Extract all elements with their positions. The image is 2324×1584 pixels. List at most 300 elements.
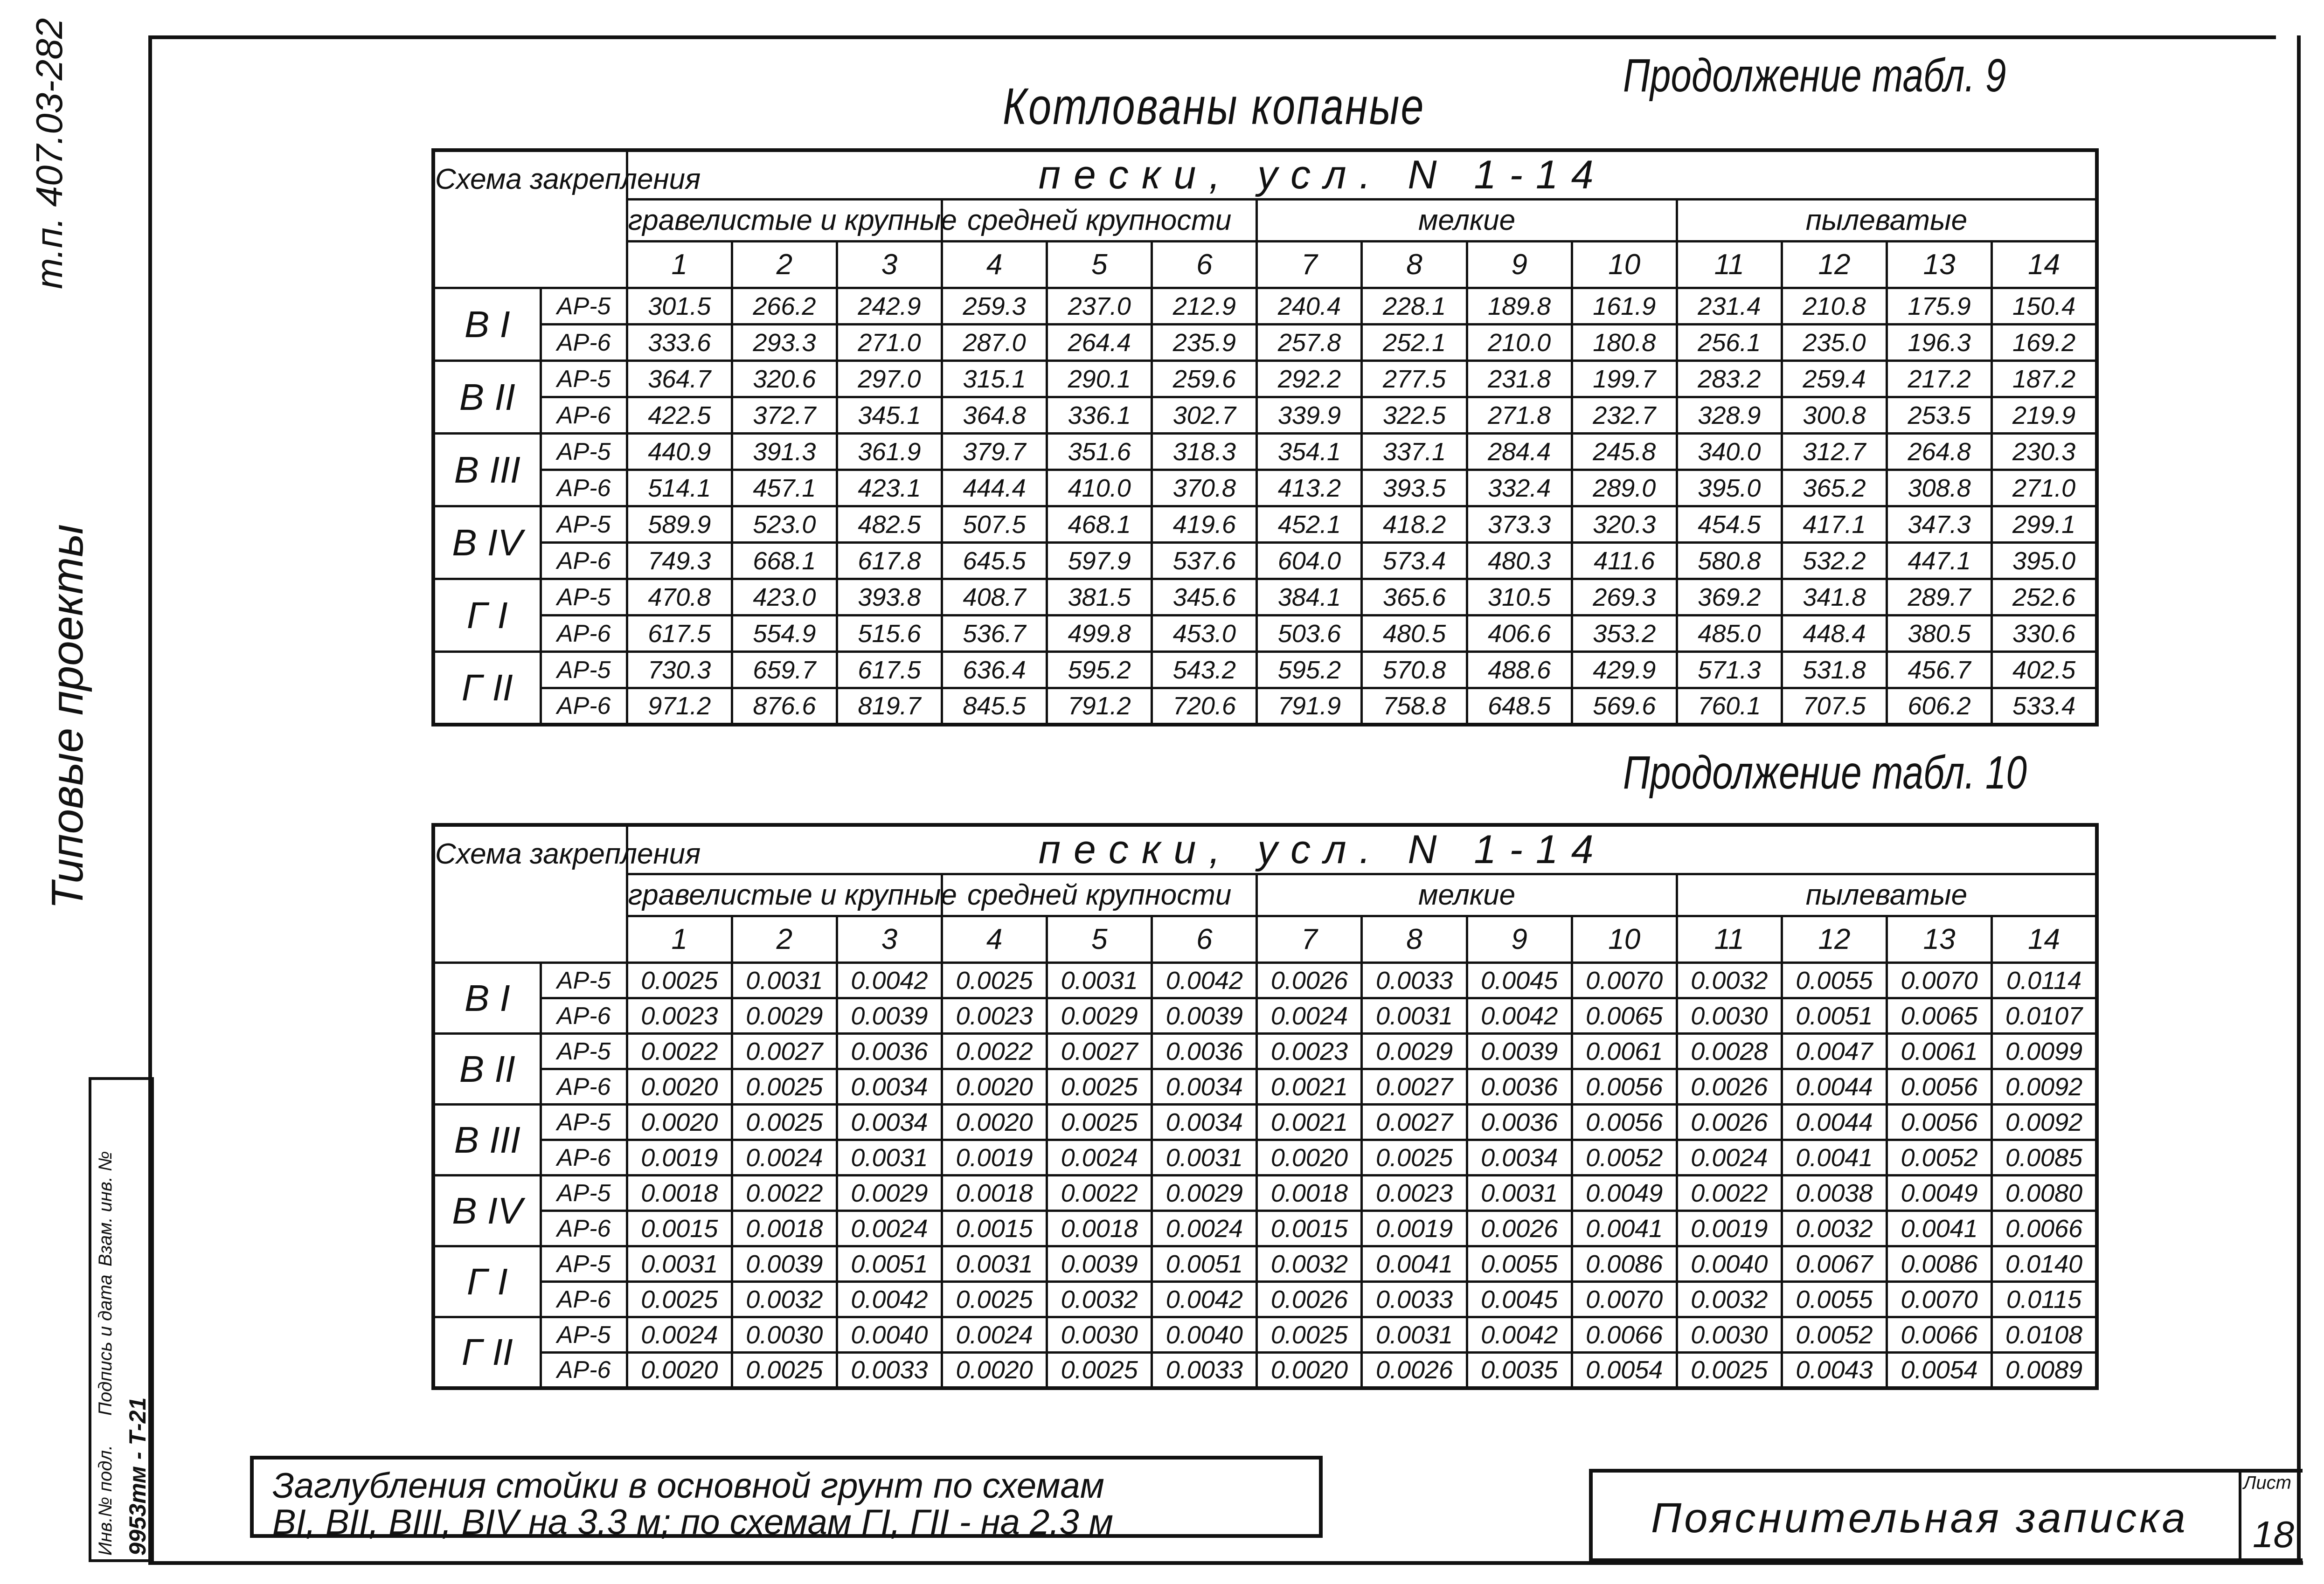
value-cell: 413.2 — [1257, 470, 1362, 506]
value-cell: 0.0031 — [1362, 998, 1467, 1034]
value-cell: 0.0029 — [1047, 998, 1152, 1034]
value-cell: 284.4 — [1467, 434, 1572, 470]
table-row — [433, 1034, 2097, 1069]
group-header: гравелистые и крупные — [627, 874, 942, 916]
value-cell: 235.9 — [1152, 325, 1257, 361]
value-cell: 554.9 — [732, 616, 837, 652]
value-cell: 569.6 — [1572, 688, 1677, 725]
value-cell: 0.0023 — [942, 998, 1047, 1034]
value-cell: 0.0041 — [1572, 1211, 1677, 1246]
anchor-type-label: AP-5 — [541, 1246, 627, 1282]
value-cell: 289.0 — [1572, 470, 1677, 506]
value-cell: 372.7 — [732, 397, 837, 434]
value-cell: 485.0 — [1677, 616, 1782, 652]
value-cell: 292.2 — [1257, 361, 1362, 397]
condition-number-header: 14 — [1992, 916, 2097, 963]
value-cell: 0.0027 — [1047, 1034, 1152, 1069]
table-row — [433, 1176, 2097, 1211]
condition-number-header: 13 — [1887, 242, 1992, 288]
value-cell: 228.1 — [1362, 288, 1467, 325]
header-row-numbers — [433, 242, 2097, 288]
value-cell: 617.5 — [627, 616, 732, 652]
value-cell: 0.0051 — [837, 1246, 942, 1282]
value-cell: 480.3 — [1467, 543, 1572, 579]
value-cell: 0.0034 — [1152, 1069, 1257, 1105]
value-cell: 217.2 — [1887, 361, 1992, 397]
value-cell: 0.0031 — [732, 963, 837, 998]
continuation-table-10: Продолжение табл. 10 — [1623, 747, 2027, 799]
value-cell: 391.3 — [732, 434, 837, 470]
value-cell: 345.1 — [837, 397, 942, 434]
value-cell: 242.9 — [837, 288, 942, 325]
scheme-label: B II — [433, 1034, 541, 1105]
value-cell: 819.7 — [837, 688, 942, 725]
value-cell: 0.0019 — [942, 1140, 1047, 1176]
anchor-type-label: AP-5 — [541, 434, 627, 470]
condition-number-header: 10 — [1572, 916, 1677, 963]
value-cell: 0.0039 — [1152, 998, 1257, 1034]
value-cell: 299.1 — [1992, 506, 2097, 543]
value-cell: 0.0052 — [1782, 1317, 1887, 1353]
value-cell: 617.8 — [837, 543, 942, 579]
value-cell: 0.0038 — [1782, 1176, 1887, 1211]
condition-number-header: 9 — [1467, 916, 1572, 963]
table-row — [433, 543, 2097, 579]
value-cell: 0.0015 — [627, 1211, 732, 1246]
value-cell: 0.0029 — [837, 1176, 942, 1211]
value-cell: 532.2 — [1782, 543, 1887, 579]
value-cell: 0.0114 — [1992, 963, 2097, 998]
value-cell: 0.0089 — [1992, 1353, 2097, 1388]
value-cell: 503.6 — [1257, 616, 1362, 652]
value-cell: 0.0066 — [1992, 1211, 2097, 1246]
table-row — [433, 688, 2097, 725]
condition-number-header: 14 — [1992, 242, 2097, 288]
value-cell: 337.1 — [1362, 434, 1467, 470]
value-cell: 0.0025 — [732, 1353, 837, 1388]
value-cell: 468.1 — [1047, 506, 1152, 543]
value-cell: 514.1 — [627, 470, 732, 506]
value-cell: 308.8 — [1887, 470, 1992, 506]
condition-number-header: 6 — [1152, 916, 1257, 963]
value-cell: 328.9 — [1677, 397, 1782, 434]
value-cell: 0.0032 — [1677, 963, 1782, 998]
anchor-type-label: AP-6 — [541, 397, 627, 434]
value-cell: 791.2 — [1047, 688, 1152, 725]
value-cell: 0.0099 — [1992, 1034, 2097, 1069]
value-cell: 264.8 — [1887, 434, 1992, 470]
table-row — [433, 397, 2097, 434]
value-cell: 252.6 — [1992, 579, 2097, 616]
value-cell: 240.4 — [1257, 288, 1362, 325]
value-cell: 266.2 — [732, 288, 837, 325]
table-row — [433, 1211, 2097, 1246]
group-header: средней крупности — [942, 200, 1257, 242]
value-cell: 470.8 — [627, 579, 732, 616]
value-cell: 0.0030 — [1677, 1317, 1782, 1353]
scheme-label: Г I — [433, 579, 541, 652]
value-cell: 0.0055 — [1782, 1282, 1887, 1317]
value-cell: 760.1 — [1677, 688, 1782, 725]
value-cell: 301.5 — [627, 288, 732, 325]
anchor-type-label: AP-6 — [541, 470, 627, 506]
value-cell: 971.2 — [627, 688, 732, 725]
value-cell: 0.0022 — [942, 1034, 1047, 1069]
value-cell: 0.0019 — [1362, 1211, 1467, 1246]
value-cell: 0.0042 — [837, 963, 942, 998]
value-cell: 0.0029 — [1362, 1034, 1467, 1069]
value-cell: 0.0032 — [1257, 1246, 1362, 1282]
value-cell: 707.5 — [1782, 688, 1887, 725]
table-10 — [431, 823, 2099, 1390]
value-cell: 454.5 — [1677, 506, 1782, 543]
doc-code-vertical: т.п. 407.03-282 — [28, 18, 70, 289]
value-cell: 230.3 — [1992, 434, 2097, 470]
value-cell: 0.0018 — [627, 1176, 732, 1211]
value-cell: 0.0034 — [837, 1069, 942, 1105]
scheme-label: Г II — [433, 652, 541, 725]
value-cell: 0.0056 — [1887, 1105, 1992, 1140]
value-cell: 410.0 — [1047, 470, 1152, 506]
condition-number-header: 3 — [837, 916, 942, 963]
value-cell: 219.9 — [1992, 397, 2097, 434]
header-row-groups — [433, 874, 2097, 916]
value-cell: 379.7 — [942, 434, 1047, 470]
value-cell: 384.1 — [1257, 579, 1362, 616]
condition-number-header: 4 — [942, 916, 1047, 963]
value-cell: 0.0026 — [1467, 1211, 1572, 1246]
anchor-type-label: AP-6 — [541, 1069, 627, 1105]
value-cell: 515.6 — [837, 616, 942, 652]
value-cell: 0.0042 — [837, 1282, 942, 1317]
anchor-type-label: AP-5 — [541, 1317, 627, 1353]
value-cell: 380.5 — [1887, 616, 1992, 652]
value-cell: 570.8 — [1362, 652, 1467, 688]
value-cell: 0.0026 — [1257, 963, 1362, 998]
table-row — [433, 1140, 2097, 1176]
value-cell: 758.8 — [1362, 688, 1467, 725]
value-cell: 0.0031 — [627, 1246, 732, 1282]
value-cell: 419.6 — [1152, 506, 1257, 543]
value-cell: 0.0026 — [1677, 1105, 1782, 1140]
value-cell: 180.8 — [1572, 325, 1677, 361]
condition-number-header: 13 — [1887, 916, 1992, 963]
value-cell: 543.2 — [1152, 652, 1257, 688]
value-cell: 0.0027 — [732, 1034, 837, 1069]
value-cell: 235.0 — [1782, 325, 1887, 361]
value-cell: 0.0033 — [837, 1353, 942, 1388]
condition-number-header: 6 — [1152, 242, 1257, 288]
value-cell: 0.0021 — [1257, 1105, 1362, 1140]
value-cell: 604.0 — [1257, 543, 1362, 579]
group-header: мелкие — [1257, 200, 1677, 242]
value-cell: 0.0023 — [627, 998, 732, 1034]
value-cell: 0.0025 — [627, 1282, 732, 1317]
continuation-table-9: Продолжение табл. 9 — [1623, 49, 2006, 102]
value-cell: 0.0034 — [837, 1105, 942, 1140]
anchor-type-label: AP-5 — [541, 652, 627, 688]
value-cell: 318.3 — [1152, 434, 1257, 470]
value-cell: 0.0051 — [1152, 1246, 1257, 1282]
value-cell: 418.2 — [1362, 506, 1467, 543]
value-cell: 0.0032 — [1782, 1211, 1887, 1246]
value-cell: 499.8 — [1047, 616, 1152, 652]
value-cell: 0.0025 — [1677, 1353, 1782, 1388]
group-header: средней крупности — [942, 874, 1257, 916]
value-cell: 0.0022 — [1677, 1176, 1782, 1211]
value-cell: 333.6 — [627, 325, 732, 361]
value-cell: 187.2 — [1992, 361, 2097, 397]
anchor-type-label: AP-5 — [541, 1034, 627, 1069]
header-row-groups — [433, 200, 2097, 242]
value-cell: 0.0032 — [1677, 1282, 1782, 1317]
value-cell: 0.0022 — [732, 1176, 837, 1211]
value-cell: 0.0020 — [1257, 1353, 1362, 1388]
value-cell: 0.0025 — [1047, 1069, 1152, 1105]
anchor-type-label: AP-6 — [541, 998, 627, 1034]
value-cell: 0.0021 — [1257, 1069, 1362, 1105]
value-cell: 0.0049 — [1572, 1176, 1677, 1211]
condition-number-header: 5 — [1047, 242, 1152, 288]
value-cell: 256.1 — [1677, 325, 1782, 361]
table-row — [433, 616, 2097, 652]
value-cell: 456.7 — [1887, 652, 1992, 688]
value-cell: 0.0034 — [1467, 1140, 1572, 1176]
value-cell: 395.0 — [1677, 470, 1782, 506]
scheme-label: B III — [433, 434, 541, 506]
condition-number-header: 2 — [732, 242, 837, 288]
value-cell: 354.1 — [1257, 434, 1362, 470]
value-cell: 196.3 — [1887, 325, 1992, 361]
value-cell: 0.0067 — [1782, 1246, 1887, 1282]
value-cell: 0.0030 — [1677, 998, 1782, 1034]
table-row — [433, 1282, 2097, 1317]
table-row — [433, 652, 2097, 688]
table-row — [433, 506, 2097, 543]
value-cell: 0.0066 — [1887, 1317, 1992, 1353]
value-cell: 0.0028 — [1677, 1034, 1782, 1069]
value-cell: 411.6 — [1572, 543, 1677, 579]
value-cell: 440.9 — [627, 434, 732, 470]
value-cell: 589.9 — [627, 506, 732, 543]
anchor-type-label: AP-6 — [541, 1140, 627, 1176]
condition-number-header: 7 — [1257, 916, 1362, 963]
anchor-type-label: AP-6 — [541, 543, 627, 579]
value-cell: 749.3 — [627, 543, 732, 579]
value-cell: 310.5 — [1467, 579, 1572, 616]
value-cell: 0.0056 — [1572, 1105, 1677, 1140]
footnote-box — [250, 1456, 1323, 1542]
value-cell: 0.0020 — [627, 1105, 732, 1140]
value-cell: 0.0031 — [942, 1246, 1047, 1282]
value-cell: 0.0092 — [1992, 1069, 2097, 1105]
value-cell: 0.0041 — [1362, 1246, 1467, 1282]
scheme-header: Схема закрепления — [433, 150, 627, 288]
value-cell: 0.0025 — [732, 1069, 837, 1105]
value-cell: 0.0055 — [1782, 963, 1887, 998]
value-cell: 0.0085 — [1992, 1140, 2097, 1176]
value-cell: 0.0034 — [1152, 1105, 1257, 1140]
group-header: пылеватые — [1677, 874, 2097, 916]
condition-number-header: 8 — [1362, 916, 1467, 963]
value-cell: 0.0025 — [1047, 1353, 1152, 1388]
value-cell: 0.0027 — [1362, 1069, 1467, 1105]
value-cell: 0.0022 — [627, 1034, 732, 1069]
stamp-inv-value: 9953тм - Т-21 — [125, 1397, 151, 1556]
sheet-number: 18 — [2253, 1514, 2294, 1555]
value-cell: 315.1 — [942, 361, 1047, 397]
value-cell: 365.6 — [1362, 579, 1467, 616]
condition-number-header: 12 — [1782, 242, 1887, 288]
header-row-main — [433, 825, 2097, 874]
value-cell: 0.0092 — [1992, 1105, 2097, 1140]
value-cell: 0.0086 — [1572, 1246, 1677, 1282]
value-cell: 189.8 — [1467, 288, 1572, 325]
table-row — [433, 1317, 2097, 1353]
value-cell: 0.0024 — [1257, 998, 1362, 1034]
condition-number-header: 1 — [627, 242, 732, 288]
anchor-type-label: AP-6 — [541, 325, 627, 361]
value-cell: 845.5 — [942, 688, 1047, 725]
value-cell: 231.8 — [1467, 361, 1572, 397]
scheme-label: Г II — [433, 1317, 541, 1388]
value-cell: 300.8 — [1782, 397, 1887, 434]
value-cell: 0.0065 — [1572, 998, 1677, 1034]
value-cell: 0.0024 — [1677, 1140, 1782, 1176]
value-cell: 0.0052 — [1887, 1140, 1992, 1176]
value-cell: 0.0024 — [1047, 1140, 1152, 1176]
value-cell: 364.8 — [942, 397, 1047, 434]
frame-right-border — [2297, 35, 2301, 1565]
value-cell: 0.0018 — [942, 1176, 1047, 1211]
value-cell: 417.1 — [1782, 506, 1887, 543]
value-cell: 0.0049 — [1887, 1176, 1992, 1211]
value-cell: 271.8 — [1467, 397, 1572, 434]
value-cell: 0.0031 — [1152, 1140, 1257, 1176]
value-cell: 0.0040 — [837, 1317, 942, 1353]
condition-number-header: 4 — [942, 242, 1047, 288]
scheme-header: Схема закрепления — [433, 825, 627, 963]
anchor-type-label: AP-6 — [541, 1211, 627, 1246]
value-cell: 0.0019 — [1677, 1211, 1782, 1246]
value-cell: 0.0030 — [1047, 1317, 1152, 1353]
value-cell: 0.0018 — [1047, 1211, 1152, 1246]
value-cell: 0.0020 — [627, 1353, 732, 1388]
value-cell: 341.8 — [1782, 579, 1887, 616]
value-cell: 0.0065 — [1887, 998, 1992, 1034]
anchor-type-label: AP-5 — [541, 361, 627, 397]
series-vertical: Типовые проекты — [42, 524, 92, 909]
value-cell: 595.2 — [1257, 652, 1362, 688]
value-cell: 0.0047 — [1782, 1034, 1887, 1069]
value-cell: 320.3 — [1572, 506, 1677, 543]
condition-number-header: 3 — [837, 242, 942, 288]
header-row-numbers — [433, 916, 2097, 963]
value-cell: 0.0040 — [1152, 1317, 1257, 1353]
value-cell: 0.0080 — [1992, 1176, 2097, 1211]
value-cell: 0.0020 — [942, 1353, 1047, 1388]
value-cell: 0.0039 — [837, 998, 942, 1034]
scheme-label: B III — [433, 1105, 541, 1176]
value-cell: 0.0055 — [1467, 1246, 1572, 1282]
value-cell: 720.6 — [1152, 688, 1257, 725]
value-cell: 447.1 — [1887, 543, 1992, 579]
value-cell: 408.7 — [942, 579, 1047, 616]
value-cell: 448.4 — [1782, 616, 1887, 652]
anchor-type-label: AP-5 — [541, 1176, 627, 1211]
value-cell: 0.0070 — [1887, 963, 1992, 998]
value-cell: 0.0026 — [1677, 1069, 1782, 1105]
value-cell: 339.9 — [1257, 397, 1362, 434]
page-title: Котлованы копаные — [1003, 78, 1425, 135]
group-header: гравелистые и крупные — [627, 200, 942, 242]
value-cell: 523.0 — [732, 506, 837, 543]
value-cell: 429.9 — [1572, 652, 1677, 688]
value-cell: 507.5 — [942, 506, 1047, 543]
value-cell: 423.0 — [732, 579, 837, 616]
value-cell: 0.0030 — [732, 1317, 837, 1353]
stamp-replace-label: Взам. инв. № — [95, 1151, 116, 1266]
sheet-label: Лист — [2243, 1473, 2291, 1493]
value-cell: 537.6 — [1152, 543, 1257, 579]
group-header: мелкие — [1257, 874, 1677, 916]
table-row — [433, 1105, 2097, 1140]
condition-number-header: 8 — [1362, 242, 1467, 288]
table-row — [433, 1353, 2097, 1388]
condition-number-header: 11 — [1677, 916, 1782, 963]
value-cell: 0.0056 — [1572, 1069, 1677, 1105]
value-cell: 253.5 — [1887, 397, 1992, 434]
value-cell: 0.0043 — [1782, 1353, 1887, 1388]
condition-number-header: 1 — [627, 916, 732, 963]
value-cell: 287.0 — [942, 325, 1047, 361]
value-cell: 0.0042 — [1467, 1317, 1572, 1353]
value-cell: 322.5 — [1362, 397, 1467, 434]
value-cell: 0.0070 — [1572, 963, 1677, 998]
value-cell: 0.0061 — [1572, 1034, 1677, 1069]
stamp-inv-label: Инв.№ подл. — [95, 1445, 116, 1556]
anchor-type-label: AP-5 — [541, 579, 627, 616]
footnote-line-1: Заглубления стойки в основной грунт по схемам — [272, 1466, 1104, 1506]
value-cell: 290.1 — [1047, 361, 1152, 397]
value-cell: 0.0031 — [1047, 963, 1152, 998]
table-row — [433, 1246, 2097, 1282]
table-row — [433, 325, 2097, 361]
value-cell: 0.0040 — [1677, 1246, 1782, 1282]
value-cell: 0.0020 — [942, 1105, 1047, 1140]
value-cell: 257.8 — [1257, 325, 1362, 361]
table-9 — [431, 148, 2099, 726]
value-cell: 668.1 — [732, 543, 837, 579]
value-cell: 0.0015 — [942, 1211, 1047, 1246]
value-cell: 0.0025 — [1047, 1105, 1152, 1140]
value-cell: 0.0042 — [1152, 963, 1257, 998]
value-cell: 595.2 — [1047, 652, 1152, 688]
value-cell: 0.0023 — [1257, 1034, 1362, 1069]
value-cell: 264.4 — [1047, 325, 1152, 361]
value-cell: 297.0 — [837, 361, 942, 397]
scheme-label: B I — [433, 288, 541, 361]
value-cell: 876.6 — [732, 688, 837, 725]
value-cell: 0.0025 — [1362, 1140, 1467, 1176]
value-cell: 0.0108 — [1992, 1317, 2097, 1353]
value-cell: 259.3 — [942, 288, 1047, 325]
value-cell: 488.6 — [1467, 652, 1572, 688]
value-cell: 0.0024 — [1152, 1211, 1257, 1246]
table-row — [433, 963, 2097, 998]
value-cell: 0.0027 — [1362, 1105, 1467, 1140]
value-cell: 422.5 — [627, 397, 732, 434]
